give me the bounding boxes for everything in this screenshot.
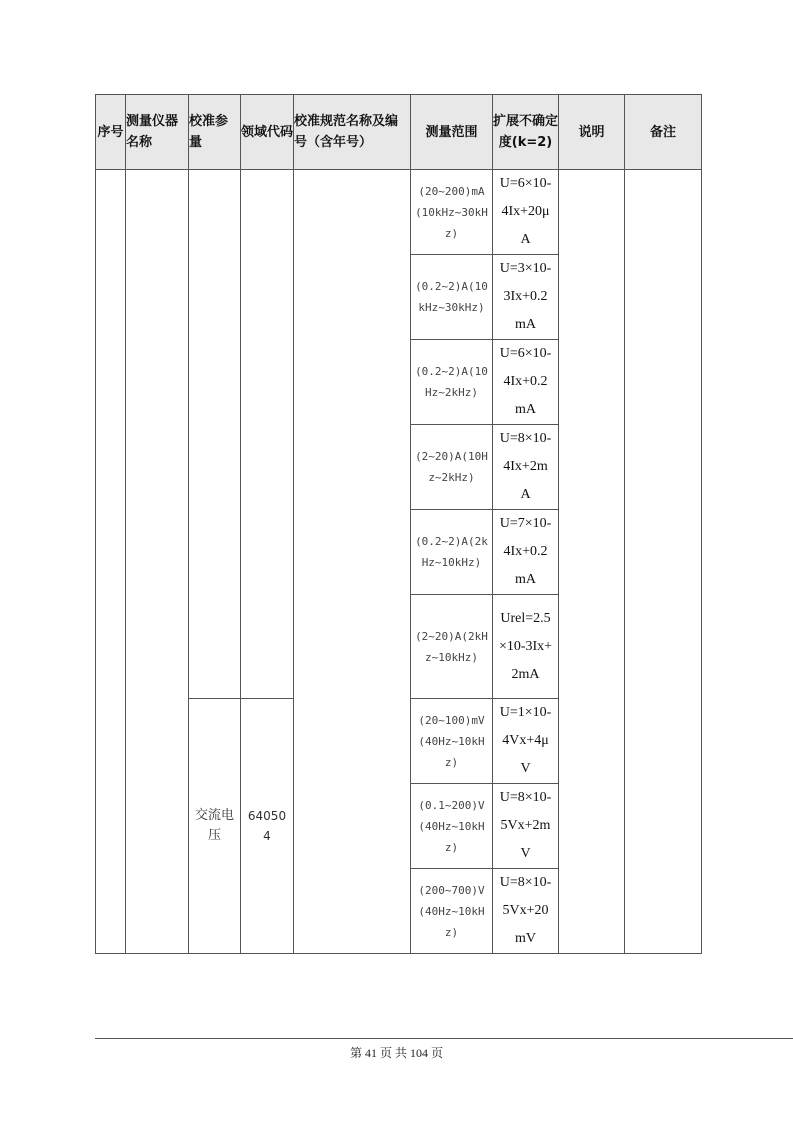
range-cell: (0.2~2)A(10Hz~2kHz) [411,340,493,425]
header-note: 说明 [559,95,625,170]
header-uncertainty: 扩展不确定度(k=2) [493,95,559,170]
uncertainty-cell: U=8×10-4Ix+2mA [493,425,559,510]
uncertainty-cell: U=1×10-4Vx+4μV [493,699,559,784]
uncertainty-cell: U=6×10-4Ix+20μA [493,170,559,255]
range-cell: (0.1~200)V(40Hz~10kHz) [411,784,493,869]
header-instrument: 测量仪器名称 [126,95,189,170]
range-cell: (0.2~2)A(10kHz~30kHz) [411,255,493,340]
seq-cell [96,170,126,954]
remark-cell [625,170,702,954]
uncertainty-cell: U=8×10-5Vx+20mV [493,869,559,954]
param-cell-voltage: 交流电压 [189,699,241,954]
header-param: 校准参量 [189,95,241,170]
param-cell-current [189,170,241,699]
uncertainty-cell: U=8×10-5Vx+2mV [493,784,559,869]
range-cell: (200~700)V(40Hz~10kHz) [411,869,493,954]
footer-divider [95,1038,793,1039]
note-cell [559,170,625,954]
uncertainty-cell: U=7×10-4Ix+0.2mA [493,510,559,595]
page-number: 第 41 页 共 104 页 [349,1046,443,1060]
header-remark: 备注 [625,95,702,170]
uncertainty-cell: U=6×10-4Ix+0.2mA [493,340,559,425]
uncertainty-cell: U=3×10-3Ix+0.2mA [493,255,559,340]
range-cell: (0.2~2)A(2kHz~10kHz) [411,510,493,595]
header-range: 测量范围 [411,95,493,170]
code-cell-voltage: 640504 [241,699,294,954]
header-field-code: 领域代码 [241,95,294,170]
range-cell: (20~100)mV(40Hz~10kHz) [411,699,493,784]
header-row [96,95,702,170]
header-seq: 序号 [96,95,126,170]
range-cell: (2~20)A(10Hz~2kHz) [411,425,493,510]
code-cell-current [241,170,294,699]
range-cell: (20~200)mA(10kHz~30kHz) [411,170,493,255]
uncertainty-cell: Urel=2.5×10-3Ix+2mA [493,595,559,699]
table-row [96,170,702,255]
header-spec: 校准规范名称及编号（含年号） [294,95,411,170]
range-cell: (2~20)A(2kHz~10kHz) [411,595,493,699]
instrument-cell [126,170,189,954]
calibration-table [95,94,702,954]
spec-cell [294,170,411,954]
